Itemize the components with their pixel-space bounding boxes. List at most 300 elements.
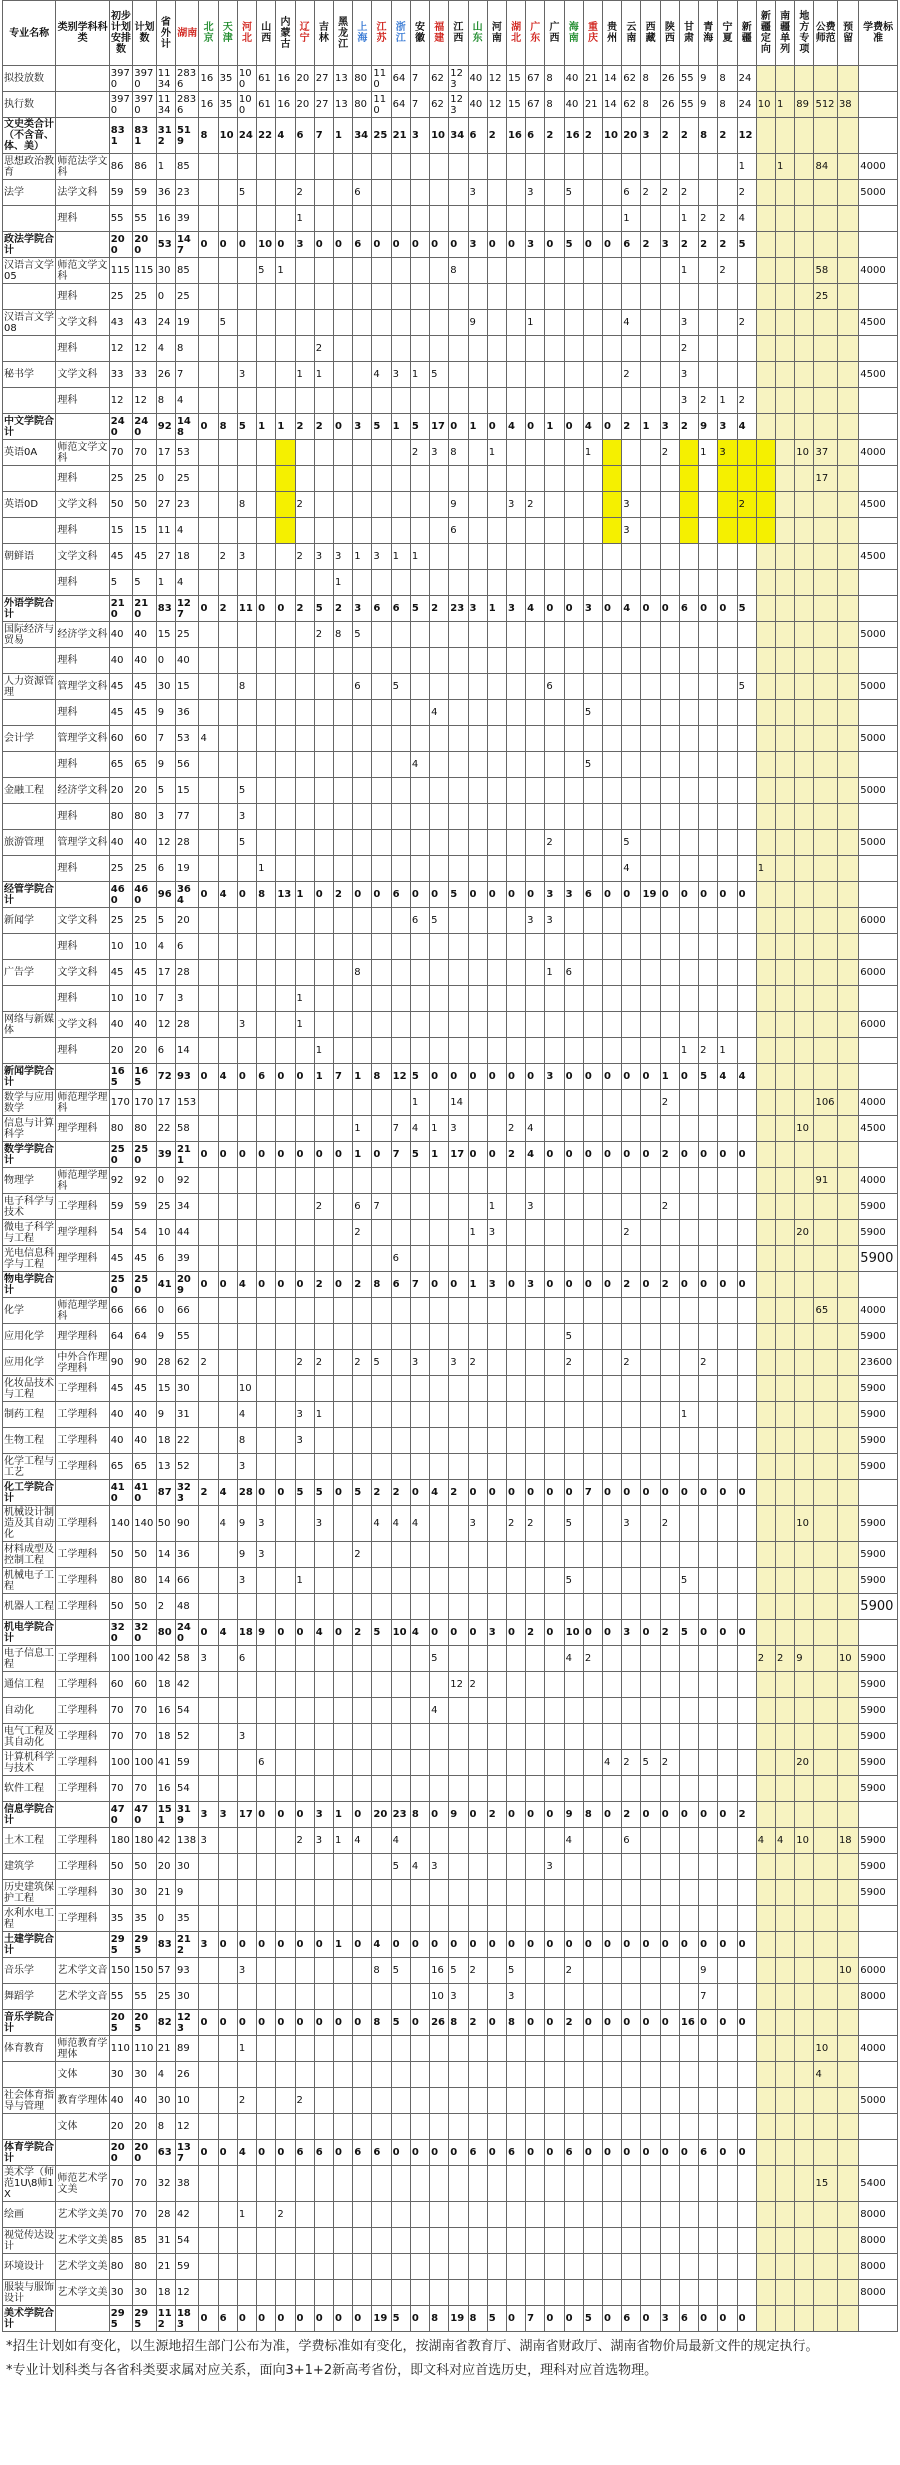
table-cell xyxy=(545,1672,564,1698)
table-cell xyxy=(545,2036,564,2062)
table-cell xyxy=(776,180,795,206)
table-cell: 0 xyxy=(679,1932,698,1958)
table-row xyxy=(3,310,898,336)
column-header: 专业名称 xyxy=(3,1,56,66)
table-cell xyxy=(699,1542,718,1568)
table-cell xyxy=(622,752,641,778)
table-cell xyxy=(353,492,372,518)
table-cell: 110 xyxy=(109,2036,132,2062)
table-cell xyxy=(795,1672,814,1698)
table-cell: 35 xyxy=(175,1906,198,1932)
table-cell xyxy=(276,1090,295,1116)
table-cell xyxy=(679,1506,698,1542)
table-cell: 4000 xyxy=(859,1298,898,1324)
table-cell xyxy=(795,1776,814,1802)
table-cell xyxy=(660,1958,679,1984)
table-cell xyxy=(391,1168,410,1194)
table-cell: 0 xyxy=(526,2010,545,2036)
table-cell xyxy=(641,1038,660,1064)
table-cell xyxy=(526,1298,545,1324)
table-cell xyxy=(218,2166,237,2202)
table-cell xyxy=(487,1324,506,1350)
table-cell: 20 xyxy=(109,1038,132,1064)
table-cell: 0 xyxy=(603,1142,622,1168)
table-cell xyxy=(468,388,487,414)
table-cell xyxy=(333,1646,352,1672)
table-cell xyxy=(622,1776,641,1802)
table-cell: 2 xyxy=(737,492,756,518)
table-cell: 17 xyxy=(156,1090,175,1116)
category-cell: 文学文科 xyxy=(56,310,109,336)
table-cell: 1 xyxy=(641,414,660,440)
major-name-cell: 化妆品技术与工程 xyxy=(4,1377,54,1400)
category-cell: 工学理科 xyxy=(56,1402,109,1428)
table-cell xyxy=(295,1646,314,1672)
table-cell: 3 xyxy=(622,1620,641,1646)
table-cell xyxy=(837,1802,858,1828)
table-cell xyxy=(679,1984,698,2010)
table-cell: 0 xyxy=(333,232,352,258)
table-cell xyxy=(353,518,372,544)
table-cell xyxy=(837,934,858,960)
table-cell xyxy=(837,180,858,206)
table-cell: 0 xyxy=(526,2140,545,2166)
table-cell xyxy=(795,492,814,518)
table-cell: 27 xyxy=(156,544,175,570)
table-cell xyxy=(756,362,775,388)
table-cell xyxy=(391,310,410,336)
table-cell xyxy=(353,1646,372,1672)
table-cell xyxy=(430,752,449,778)
table-cell xyxy=(776,544,795,570)
table-cell xyxy=(776,622,795,648)
table-cell xyxy=(410,986,429,1012)
table-cell xyxy=(660,284,679,310)
table-cell xyxy=(410,1724,429,1750)
table-cell: 3 xyxy=(199,1646,218,1672)
table-cell xyxy=(776,1272,795,1298)
table-cell: 0 xyxy=(506,2306,525,2332)
table-cell: 5000 xyxy=(859,726,898,752)
table-cell: 6 xyxy=(175,934,198,960)
table-cell xyxy=(526,856,545,882)
table-cell xyxy=(295,2228,314,2254)
table-cell xyxy=(564,2114,583,2140)
table-cell xyxy=(237,1672,256,1698)
table-cell xyxy=(487,2088,506,2114)
table-cell: 0 xyxy=(737,882,756,908)
table-cell: 0 xyxy=(237,1064,256,1090)
category-cell: 工学理科 xyxy=(56,1542,109,1568)
table-cell: 0 xyxy=(333,1272,352,1298)
table-cell xyxy=(410,1012,429,1038)
table-cell: 31 xyxy=(175,1402,198,1428)
table-cell xyxy=(660,518,679,544)
table-cell xyxy=(257,2254,276,2280)
table-cell xyxy=(449,908,468,934)
table-cell: 31 xyxy=(156,2228,175,2254)
table-cell xyxy=(737,2280,756,2306)
table-cell: 3 xyxy=(468,596,487,622)
table-cell xyxy=(526,752,545,778)
table-cell xyxy=(218,1298,237,1324)
table-cell xyxy=(257,2114,276,2140)
table-cell: 2 xyxy=(314,414,333,440)
table-cell xyxy=(276,1350,295,1376)
table-cell xyxy=(583,154,602,180)
table-cell xyxy=(526,154,545,180)
table-cell: 240 xyxy=(109,414,132,440)
table-cell xyxy=(756,1542,775,1568)
table-cell: 10 xyxy=(795,1116,814,1142)
table-cell xyxy=(776,1402,795,1428)
table-cell: 2 xyxy=(641,180,660,206)
table-cell xyxy=(756,2062,775,2088)
table-cell: 9 xyxy=(257,1620,276,1646)
table-cell: 2 xyxy=(660,1194,679,1220)
table-cell xyxy=(814,1272,837,1298)
table-cell: 0 xyxy=(333,414,352,440)
table-cell: 4 xyxy=(814,2062,837,2088)
table-cell: 1 xyxy=(776,92,795,118)
table-cell xyxy=(545,492,564,518)
table-cell: 4000 xyxy=(859,440,898,466)
table-cell xyxy=(795,1542,814,1568)
table-cell xyxy=(295,2062,314,2088)
table-cell xyxy=(333,1194,352,1220)
table-cell xyxy=(776,1750,795,1776)
table-cell: 4 xyxy=(175,518,198,544)
table-cell xyxy=(564,856,583,882)
table-cell: 10 xyxy=(603,118,622,154)
category-cell: 工学理科 xyxy=(56,1506,109,1542)
table-cell xyxy=(756,1194,775,1220)
table-cell xyxy=(218,492,237,518)
table-cell: 1 xyxy=(314,362,333,388)
table-cell xyxy=(776,1724,795,1750)
table-cell xyxy=(199,1750,218,1776)
table-cell xyxy=(699,466,718,492)
table-cell: 2 xyxy=(622,1750,641,1776)
table-cell xyxy=(430,1298,449,1324)
table-cell xyxy=(679,2062,698,2088)
table-cell xyxy=(218,206,237,232)
table-row xyxy=(3,1350,898,1376)
table-cell xyxy=(583,934,602,960)
table-cell xyxy=(641,1958,660,1984)
table-cell xyxy=(487,466,506,492)
table-cell xyxy=(295,1506,314,1542)
table-cell xyxy=(837,596,858,622)
table-cell xyxy=(622,440,641,466)
table-cell xyxy=(679,1828,698,1854)
table-cell xyxy=(526,2228,545,2254)
table-cell xyxy=(583,570,602,596)
table-cell xyxy=(257,1828,276,1854)
table-cell xyxy=(795,1246,814,1272)
table-cell: 0 xyxy=(276,2010,295,2036)
table-cell xyxy=(737,700,756,726)
table-cell xyxy=(756,1620,775,1646)
table-cell xyxy=(314,1776,333,1802)
table-cell xyxy=(837,1620,858,1646)
table-cell xyxy=(699,1246,718,1272)
category-cell: 工学理科 xyxy=(56,1880,109,1906)
table-cell xyxy=(776,2166,795,2202)
table-cell xyxy=(430,2202,449,2228)
table-cell: 319 xyxy=(175,1802,198,1828)
table-cell: 12 xyxy=(391,1064,410,1090)
table-cell xyxy=(295,388,314,414)
column-header: 上海 xyxy=(353,1,372,66)
table-cell xyxy=(583,258,602,284)
table-cell: 3970 xyxy=(133,92,156,118)
table-cell: 10 xyxy=(795,440,814,466)
table-cell xyxy=(564,440,583,466)
table-cell xyxy=(756,310,775,336)
table-cell: 1 xyxy=(237,2036,256,2062)
table-cell: 0 xyxy=(679,1142,698,1168)
table-cell xyxy=(718,2114,737,2140)
table-cell xyxy=(372,752,391,778)
table-cell xyxy=(660,622,679,648)
table-cell: 312 xyxy=(156,118,175,154)
table-cell: 5 xyxy=(641,1750,660,1776)
table-cell xyxy=(353,804,372,830)
table-cell: 5 xyxy=(353,622,372,648)
table-cell: 1 xyxy=(679,206,698,232)
table-cell xyxy=(583,726,602,752)
table-cell xyxy=(314,1568,333,1594)
table-cell xyxy=(545,2062,564,2088)
table-cell: 44 xyxy=(175,1220,198,1246)
table-cell xyxy=(430,674,449,700)
table-cell xyxy=(564,778,583,804)
table-cell: 5 xyxy=(564,1506,583,1542)
table-cell: 2 xyxy=(353,1350,372,1376)
table-cell: 2 xyxy=(699,388,718,414)
table-cell: 23 xyxy=(449,596,468,622)
table-cell: 5000 xyxy=(859,622,898,648)
table-cell xyxy=(468,1454,487,1480)
table-cell xyxy=(699,856,718,882)
table-cell: 519 xyxy=(175,118,198,154)
table-cell: 5 xyxy=(133,570,156,596)
table-row xyxy=(3,1594,898,1620)
table-cell xyxy=(276,1750,295,1776)
table-cell: 5 xyxy=(410,596,429,622)
table-cell: 7 xyxy=(314,118,333,154)
table-cell: 5000 xyxy=(859,2088,898,2114)
table-cell: 53 xyxy=(156,232,175,258)
table-cell xyxy=(372,1090,391,1116)
table-cell xyxy=(756,986,775,1012)
table-cell xyxy=(333,1568,352,1594)
table-cell xyxy=(430,206,449,232)
subtotal-row xyxy=(3,2140,898,2166)
table-cell xyxy=(859,1802,898,1828)
table-cell xyxy=(564,2202,583,2228)
table-cell: 83 xyxy=(156,596,175,622)
table-cell: 4500 xyxy=(859,544,898,570)
table-cell xyxy=(776,2010,795,2036)
table-cell: 9 xyxy=(175,1880,198,1906)
table-cell: 3 xyxy=(237,1454,256,1480)
table-cell: 0 xyxy=(737,1480,756,1506)
table-cell xyxy=(699,1428,718,1454)
table-cell: 4 xyxy=(737,1064,756,1090)
table-cell: 30 xyxy=(156,674,175,700)
table-cell xyxy=(487,544,506,570)
table-cell xyxy=(564,1594,583,1620)
table-cell: 53 xyxy=(175,440,198,466)
table-cell: 0 xyxy=(564,596,583,622)
table-cell xyxy=(391,908,410,934)
table-cell: 8 xyxy=(641,66,660,92)
table-cell xyxy=(487,492,506,518)
table-cell xyxy=(660,2114,679,2140)
table-cell xyxy=(660,1880,679,1906)
table-cell: 137 xyxy=(175,2140,198,2166)
table-cell: 0 xyxy=(737,2140,756,2166)
table-row xyxy=(3,778,898,804)
table-cell: 1 xyxy=(353,1064,372,1090)
table-cell xyxy=(699,154,718,180)
table-cell: 9 xyxy=(156,1324,175,1350)
table-cell xyxy=(756,908,775,934)
table-cell xyxy=(776,66,795,92)
table-cell: 40 xyxy=(133,622,156,648)
table-cell xyxy=(449,778,468,804)
table-cell xyxy=(795,1402,814,1428)
table-cell xyxy=(795,2166,814,2202)
table-cell xyxy=(583,2088,602,2114)
table-cell xyxy=(545,2088,564,2114)
table-cell xyxy=(449,1194,468,1220)
table-cell: 2 xyxy=(314,1194,333,1220)
table-cell xyxy=(795,258,814,284)
table-cell: 80 xyxy=(109,1116,132,1142)
category-cell: 工学理科 xyxy=(56,1376,109,1402)
table-cell: 170 xyxy=(133,1090,156,1116)
table-cell: 7 xyxy=(410,92,429,118)
table-cell: 0 xyxy=(449,1064,468,1090)
table-cell xyxy=(776,986,795,1012)
table-cell: 93 xyxy=(175,1958,198,1984)
table-cell: 0 xyxy=(276,1142,295,1168)
major-name-cell: 音乐学院合计 xyxy=(4,2011,54,2034)
table-cell xyxy=(314,258,333,284)
table-cell xyxy=(641,154,660,180)
table-row xyxy=(3,2114,898,2140)
table-cell xyxy=(199,440,218,466)
table-cell: 4 xyxy=(526,1116,545,1142)
table-cell xyxy=(506,2088,525,2114)
table-cell: 18 xyxy=(156,1672,175,1698)
table-cell xyxy=(660,1298,679,1324)
table-cell xyxy=(795,232,814,258)
table-cell: 40 xyxy=(109,648,132,674)
table-cell xyxy=(353,1038,372,1064)
table-cell xyxy=(199,1324,218,1350)
table-cell: 8 xyxy=(699,118,718,154)
table-cell: 16 xyxy=(564,118,583,154)
table-cell: 61 xyxy=(257,66,276,92)
table-cell xyxy=(276,2036,295,2062)
table-cell xyxy=(410,388,429,414)
table-cell: 4 xyxy=(372,1506,391,1542)
table-cell xyxy=(545,1038,564,1064)
table-cell xyxy=(814,1506,837,1542)
table-cell xyxy=(353,2202,372,2228)
table-cell: 50 xyxy=(133,1854,156,1880)
table-row xyxy=(3,856,898,882)
table-cell: 4500 xyxy=(859,492,898,518)
table-cell: 2 xyxy=(295,180,314,206)
table-cell xyxy=(545,1594,564,1620)
table-cell xyxy=(660,1428,679,1454)
table-cell: 87 xyxy=(156,1480,175,1506)
table-cell xyxy=(814,1906,837,1932)
table-cell xyxy=(276,1594,295,1620)
table-cell: 151 xyxy=(156,1802,175,1828)
table-cell xyxy=(699,908,718,934)
table-cell xyxy=(699,492,718,518)
table-cell xyxy=(391,1672,410,1698)
table-cell xyxy=(622,1594,641,1620)
table-cell xyxy=(314,1454,333,1480)
table-cell xyxy=(545,206,564,232)
table-cell xyxy=(276,1454,295,1480)
table-cell xyxy=(449,1428,468,1454)
table-cell: 2 xyxy=(679,232,698,258)
table-cell xyxy=(776,1958,795,1984)
table-cell: 0 xyxy=(660,1480,679,1506)
major-name-cell: 执行数 xyxy=(3,92,56,118)
table-cell xyxy=(737,908,756,934)
table-cell xyxy=(430,258,449,284)
table-cell xyxy=(583,1038,602,1064)
table-cell: 1 xyxy=(156,154,175,180)
table-cell: 1 xyxy=(333,1802,352,1828)
table-cell: 3 xyxy=(430,440,449,466)
table-cell: 3 xyxy=(353,596,372,622)
table-cell: 209 xyxy=(175,1272,198,1298)
table-cell xyxy=(837,1090,858,1116)
table-cell: 16 xyxy=(156,1698,175,1724)
table-cell xyxy=(468,1012,487,1038)
table-cell: 20 xyxy=(372,1802,391,1828)
table-cell: 2 xyxy=(430,596,449,622)
table-cell xyxy=(257,1428,276,1454)
table-cell xyxy=(487,1776,506,1802)
table-cell xyxy=(545,1220,564,1246)
table-cell xyxy=(237,1984,256,2010)
table-cell: 1 xyxy=(660,1064,679,1090)
table-cell xyxy=(699,2202,718,2228)
table-cell xyxy=(795,934,814,960)
table-cell: 5900 xyxy=(859,1402,898,1428)
table-cell: 19 xyxy=(372,2306,391,2332)
table-cell xyxy=(506,2062,525,2088)
major-name-cell: 制药工程 xyxy=(3,1402,56,1428)
table-cell xyxy=(526,1828,545,1854)
table-cell xyxy=(660,726,679,752)
table-cell xyxy=(756,1142,775,1168)
table-cell xyxy=(237,648,256,674)
major-name-cell xyxy=(3,986,56,1012)
table-cell: 5 xyxy=(353,1480,372,1506)
